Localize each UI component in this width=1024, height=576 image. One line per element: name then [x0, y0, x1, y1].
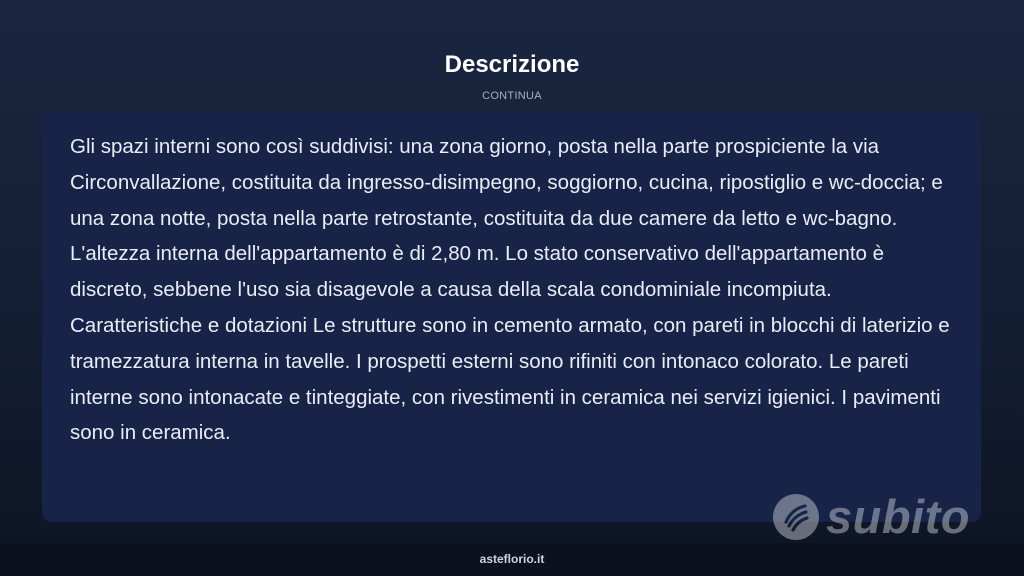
footer-site-label: asteflorio.it [479, 552, 545, 566]
continue-label: CONTINUA [482, 90, 542, 102]
page-header [0, 50, 1024, 103]
subito-watermark [772, 488, 970, 546]
watermark-brand-text: subito [826, 490, 970, 543]
description-text: Gli spazi interni sono così suddivisi: una zona giorno, posta nella parte prospiciente la via Circonvallazione, costituita da ingresso-disimpegno, soggiorno, cucina, ripostiglio e wc-doccia; e una zona notte, posta nella parte retrostante, costituita da due camere da letto e wc-bagno. L'altezza interna dell'appartamento è di 2,80 m. Lo stato conservativo dell'appartamento è discreto, sebbene l'uso sia disagevole a causa della scala condominiale incompiuta. Caratteristiche e dotazioni Le strutture sono in cemento armato, con pareti in blocchi di laterizio e tramezzatura interna in tavelle. I prospetti esterni sono rifiniti con intonaco colorato. Le pareti interne sono intonacate e tinteggiate, con rivestimenti in ceramica nei servizi igienici. I pavimenti sono in ceramica. [70, 135, 950, 445]
page-title: Descrizione [444, 51, 580, 78]
description-card [42, 112, 981, 522]
subito-logo-icon [772, 493, 820, 541]
footer-bar [0, 543, 1024, 576]
